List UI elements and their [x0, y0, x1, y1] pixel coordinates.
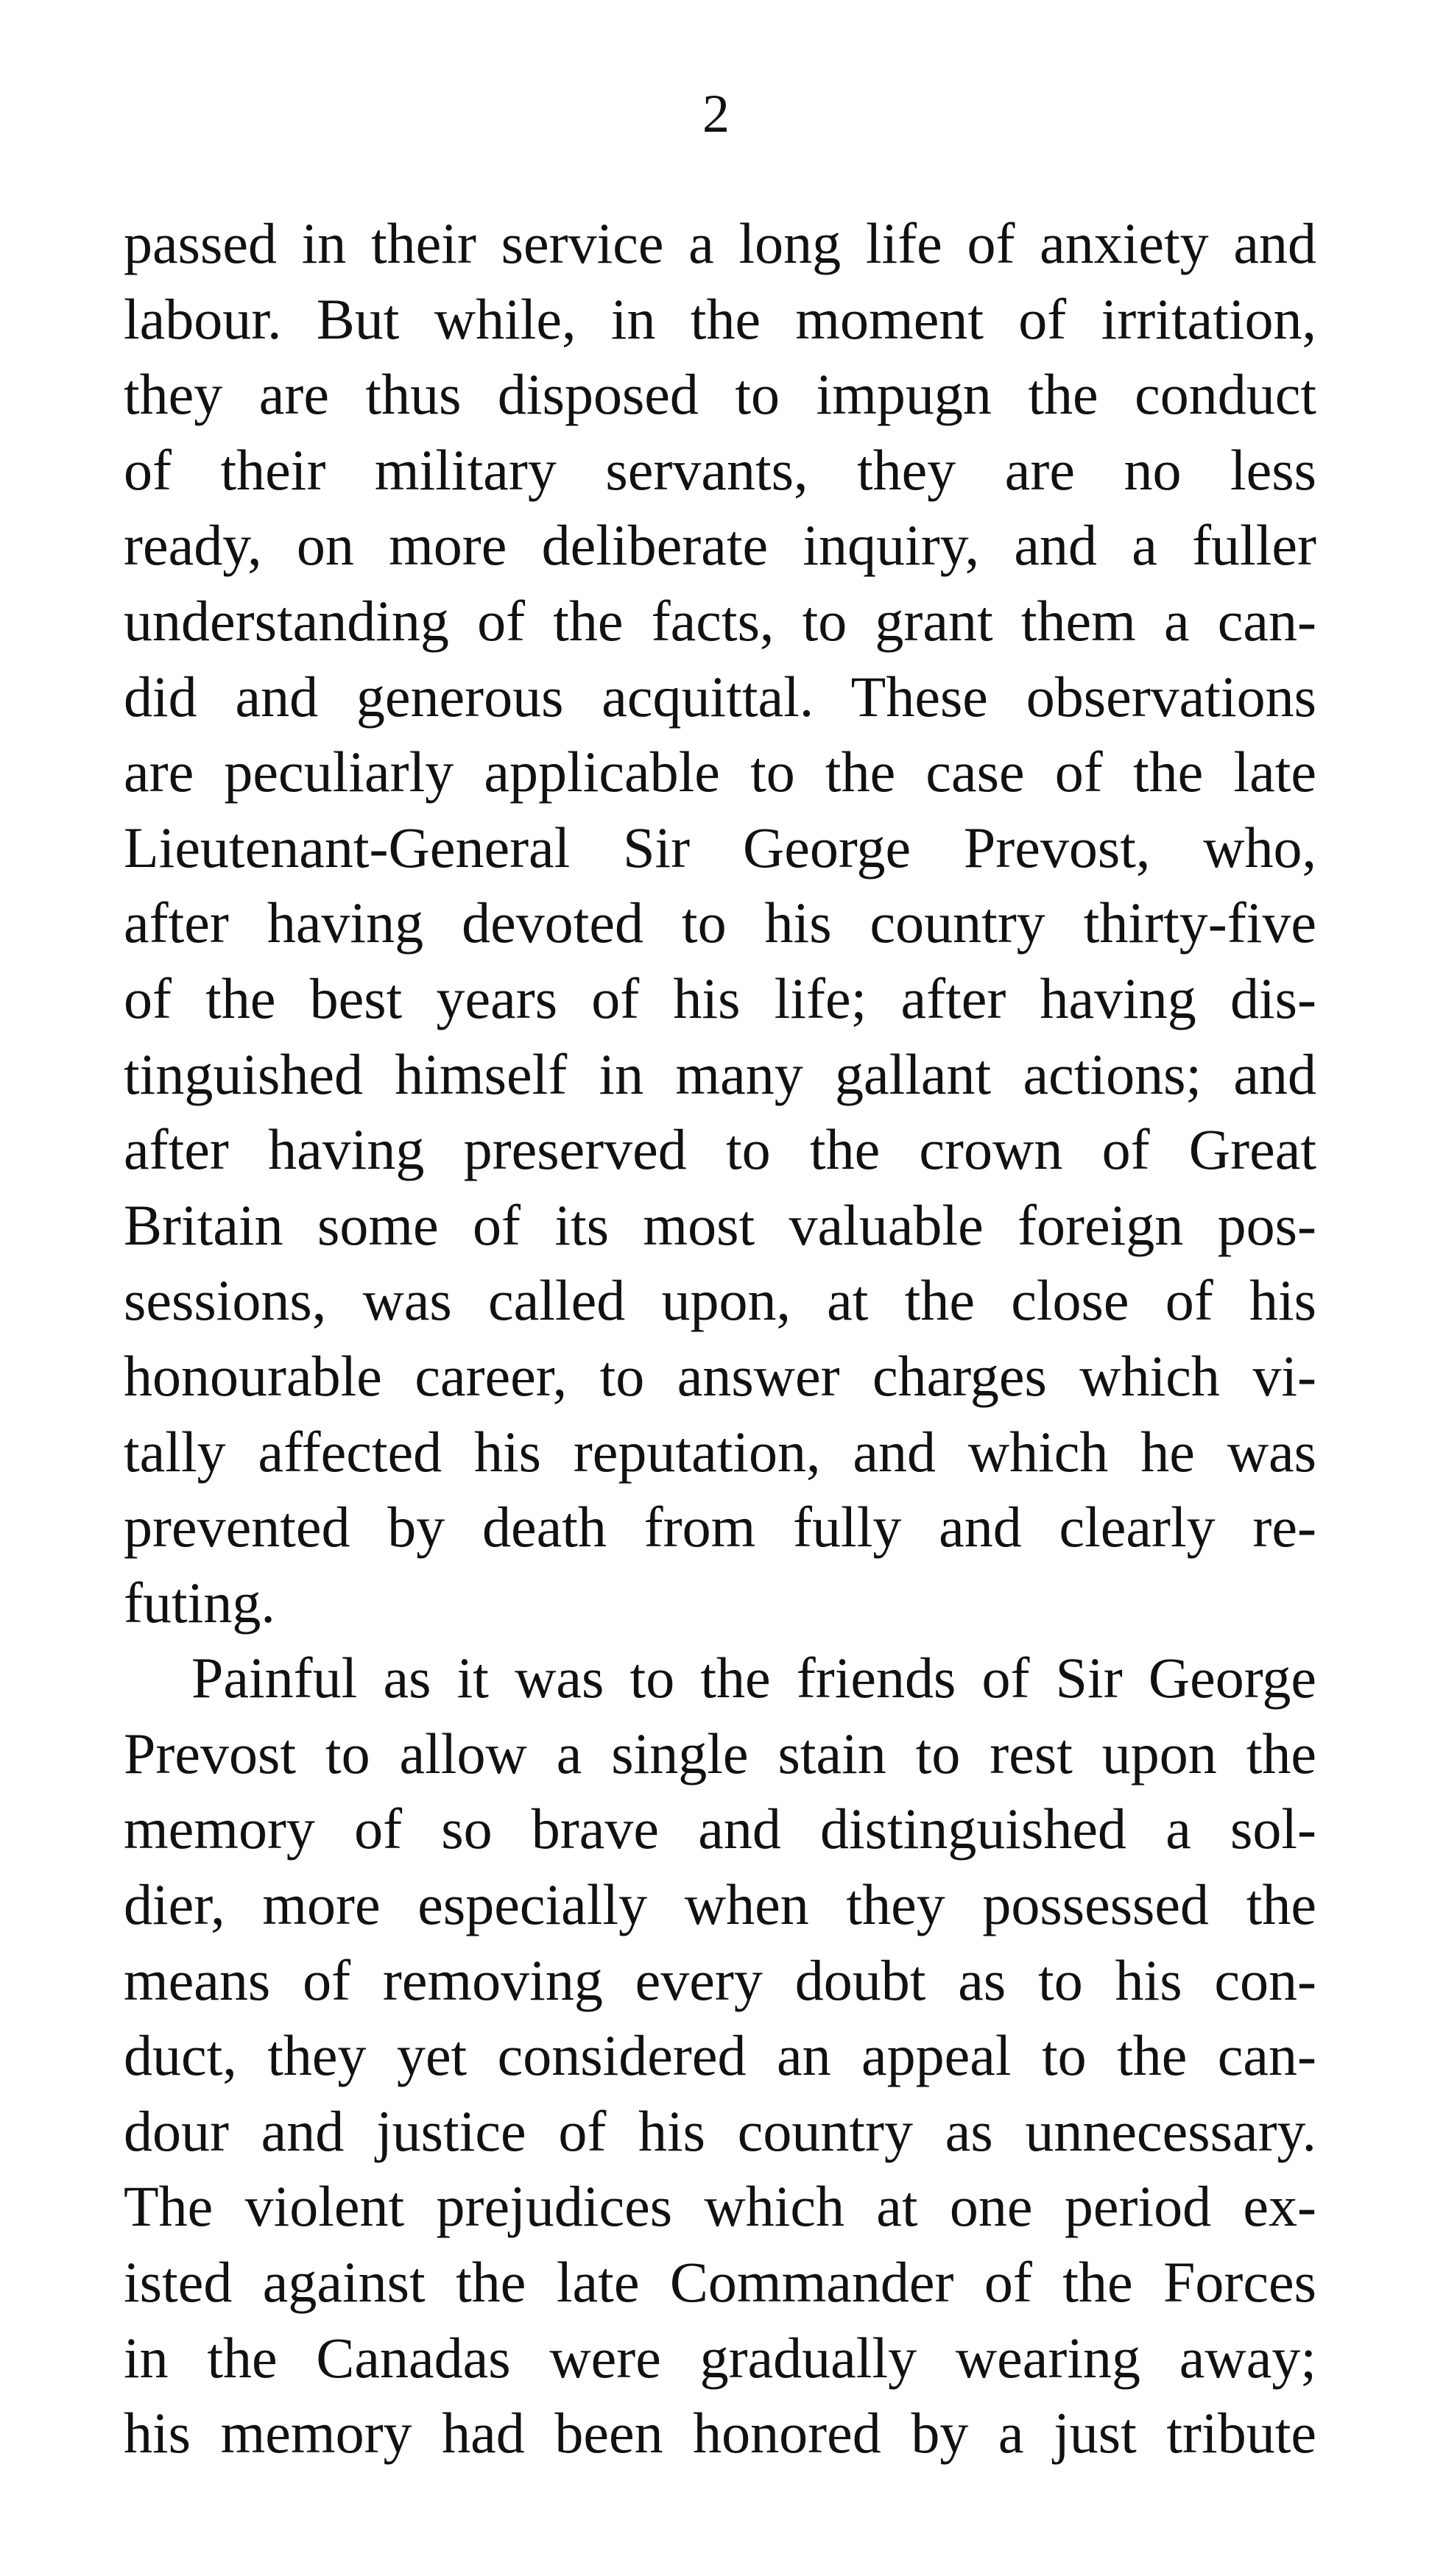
text-line: of the best years of his life; after having dis-: [124, 966, 1316, 1030]
text-line: sessions, was called upon, at the close of his: [124, 1268, 1316, 1333]
text-line: tinguished himself in many gallant actions; and: [124, 1041, 1316, 1106]
text-line: ready, on more deliberate inquiry, and a fuller: [124, 513, 1316, 578]
body-text: [124, 206, 1316, 2471]
text-line: Britain some of its most valuable foreign pos-: [124, 1192, 1316, 1257]
text-line: labour. But while, in the moment of irritation,: [124, 286, 1316, 351]
text-line: The violent prejudices which at one period ex-: [124, 2174, 1316, 2239]
text-line: after having devoted to his country thirty-five: [124, 891, 1316, 955]
text-line: prevented by death from fully and clearly re-: [124, 1495, 1316, 1560]
text-line: Lieutenant-General Sir George Prevost, who,: [124, 815, 1316, 880]
text-line: dier, more especially when they possessed the: [124, 1872, 1316, 1937]
text-line: Prevost to allow a single stain to rest upon the: [124, 1721, 1316, 1786]
paragraph: [124, 1641, 1316, 2471]
text-line: Painful as it was to the friends of Sir George: [191, 1646, 1316, 1710]
text-line: means of removing every doubt as to his con-: [124, 1947, 1316, 2012]
page-number: 2: [702, 84, 730, 144]
text-line: understanding of the facts, to grant them a can-: [124, 588, 1316, 653]
text-line: futing.: [124, 1570, 275, 1635]
text-line: are peculiarly applicable to the case of the late: [124, 740, 1316, 804]
text-line: tally affected his reputation, and which he was: [124, 1419, 1316, 1484]
text-line: duct, they yet considered an appeal to the can-: [124, 2023, 1316, 2088]
text-line: of their military servants, they are no less: [124, 437, 1316, 502]
text-line: they are thus disposed to impugn the conduct: [124, 362, 1316, 427]
text-line: in the Canadas were gradually wearing away;: [124, 2325, 1316, 2390]
text-line: did and generous acquittal. These observations: [124, 664, 1316, 729]
paragraph: [124, 206, 1316, 1641]
text-line: his memory had been honored by a just tribute: [124, 2401, 1316, 2466]
text-line: memory of so brave and distinguished a sol-: [124, 1797, 1316, 1861]
text-line: honourable career, to answer charges which vi-: [124, 1343, 1316, 1408]
text-line: after having preserved to the crown of Great: [124, 1117, 1316, 1182]
text-line: passed in their service a long life of anxiety and: [124, 211, 1316, 275]
text-line: isted against the late Commander of the Forces: [124, 2250, 1316, 2315]
text-line: dour and justice of his country as unnecessary.: [124, 2098, 1316, 2163]
